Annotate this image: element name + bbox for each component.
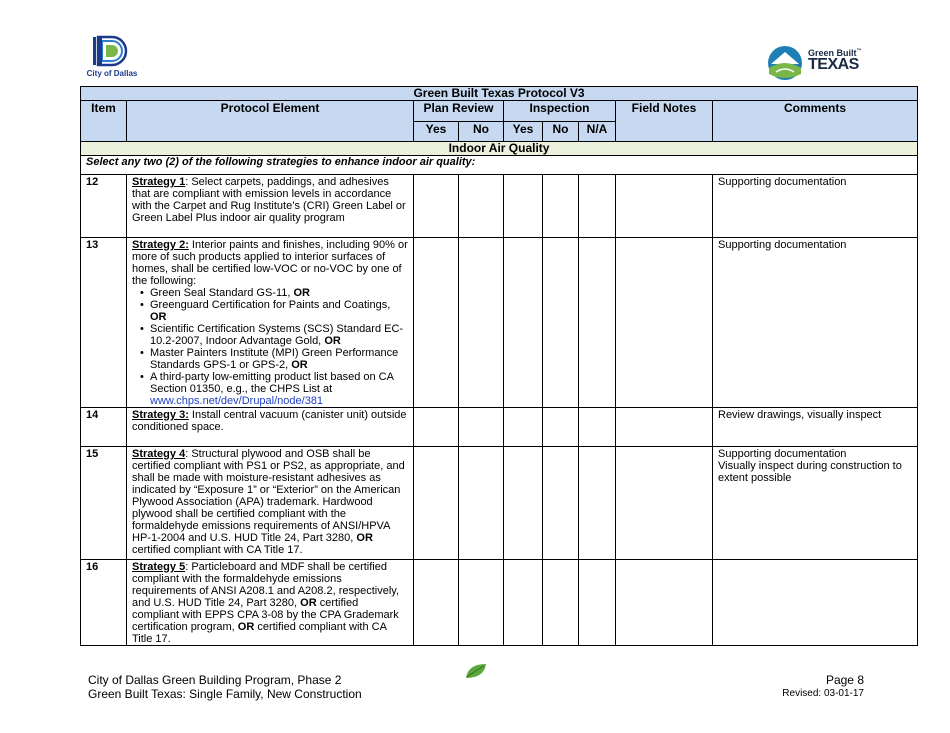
table-row — [81, 408, 918, 447]
item-number: 13 — [81, 238, 127, 408]
chps-link[interactable]: www.chps.net/dev/Drupal/node/381 — [150, 395, 324, 407]
strategy-text: : Structural plywood and OSB shall be certified compliant with PS1 or PS2, as appropriate, and shall be made with moisture-resistant adhesives as indicated by “Exposure 1” or “Exterior” on the American Plywood Association (APA) trademark. Hardwood plywood shall be certified compliant with the formaldehyde emissions requirements of ANSI/HPVA HP-1-2004 and U.S. HUD Title 24, Part 3280, — [132, 448, 405, 544]
bullet-list — [132, 287, 408, 407]
insp-no-cell[interactable] — [543, 560, 579, 646]
footer-program-line: City of Dallas Green Building Program, Phase 2 — [88, 673, 342, 687]
insp-no-cell[interactable] — [543, 447, 579, 560]
protocol-element — [127, 175, 414, 238]
field-notes-cell[interactable] — [616, 560, 713, 646]
col-plan-review-header: Plan Review — [414, 101, 504, 122]
plan-yes-cell[interactable] — [414, 408, 459, 447]
col-insp-yes-header: Yes — [504, 122, 543, 142]
protocol-element — [127, 408, 414, 447]
table-row — [81, 560, 918, 646]
list-item: • Green Seal Standard GS-11, OR — [150, 287, 408, 299]
col-inspection-header: Inspection — [504, 101, 616, 122]
revised-date: Revised: 03-01-17 — [782, 688, 864, 699]
plan-yes-cell[interactable] — [414, 560, 459, 646]
comments-cell: Supporting documentation Visually inspect during construction to extent possible — [713, 447, 918, 560]
page-number: Page 8 — [825, 673, 864, 687]
comments-cell: Supporting documentation — [713, 175, 918, 238]
plan-yes-cell[interactable] — [414, 238, 459, 408]
plan-no-cell[interactable] — [459, 447, 504, 560]
insp-yes-cell[interactable] — [504, 238, 543, 408]
insp-yes-cell[interactable] — [504, 560, 543, 646]
strategy-label: Strategy 1 — [132, 176, 186, 188]
list-item: • Greenguard Certification for Paints and Coatings, OR — [150, 299, 408, 323]
strategy-label: Strategy 5 — [132, 561, 186, 573]
item-number: 14 — [81, 408, 127, 447]
protocol-element — [127, 238, 414, 408]
strategy-text: : Select carpets, paddings, and adhesives that are compliant with emission levels in accordance with the Carpet and Rug Institute’s (CRI) Green Label or Green Label Plus indoor air quality program — [132, 176, 406, 224]
comments-cell: Review drawings, visually inspect — [713, 408, 918, 447]
strategy-text: Interior paints and finishes, including 90% or more of such products applied to interior surfaces of homes, shall be certified low-VOC or no-VOC by one of the following: — [132, 239, 408, 287]
field-notes-cell[interactable] — [616, 408, 713, 447]
col-comments-header: Comments — [713, 101, 918, 142]
insp-yes-cell[interactable] — [504, 175, 543, 238]
insp-na-cell[interactable] — [579, 175, 616, 238]
item-number: 15 — [81, 447, 127, 560]
table-row — [81, 238, 918, 408]
table-row — [81, 447, 918, 560]
gbt-small-text: Green Built™ — [808, 48, 862, 58]
instruction-row: Select any two (2) of the following strategies to enhance indoor air quality: — [81, 156, 918, 175]
insp-yes-cell[interactable] — [504, 447, 543, 560]
insp-na-cell[interactable] — [579, 560, 616, 646]
insp-na-cell[interactable] — [579, 408, 616, 447]
item-number: 16 — [81, 560, 127, 646]
protocol-table — [80, 86, 918, 646]
strategy-label: Strategy 2: — [132, 239, 189, 251]
protocol-element: Strategy 5: Particleboard and MDF shall be certified compliant with the formaldehyde emissions requirements of ANSI A208.1 and A208.2, respectively, and U.S. HUD Title 24, Part 3280, OR certified compliant with EPPS CPA 3-08 by the CPA Grademark certification program, OR certified compliant with CA Title 17. — [127, 560, 414, 646]
footer-subtitle-line: Green Built Texas: Single Family, New Construction — [88, 687, 362, 701]
plan-no-cell[interactable] — [459, 560, 504, 646]
table-title: Green Built Texas Protocol V3 — [81, 87, 918, 101]
col-insp-na-header: N/A — [579, 122, 616, 142]
col-element-header: Protocol Element — [127, 101, 414, 142]
list-item: • A third-party low-emitting product list based on CA Section 01350, e.g., the CHPS List at www.chps.net/dev/Drupal/node/381 — [150, 371, 408, 407]
strategy-text: Install central vacuum (canister unit) outside conditioned space. — [132, 409, 407, 433]
gbt-big-text: TEXAS — [808, 56, 859, 73]
strategy-label: Strategy 3: — [132, 409, 189, 421]
strategy-text: : Particleboard and MDF shall be certified compliant with the formaldehyde emissions requirements of ANSI A208.1 and A208.2, respectively, and U.S. HUD Title 24, Part 3280, — [132, 561, 400, 609]
col-item-header: Item — [81, 101, 127, 142]
col-plan-yes-header: Yes — [414, 122, 459, 142]
comments-cell — [713, 560, 918, 646]
field-notes-cell[interactable] — [616, 175, 713, 238]
insp-no-cell[interactable] — [543, 175, 579, 238]
footer-right — [782, 673, 864, 701]
insp-no-cell[interactable] — [543, 408, 579, 447]
plan-no-cell[interactable] — [459, 238, 504, 408]
section-heading: Indoor Air Quality — [81, 142, 918, 156]
col-insp-no-header: No — [543, 122, 579, 142]
insp-yes-cell[interactable] — [504, 408, 543, 447]
plan-no-cell[interactable] — [459, 408, 504, 447]
gbt-house-icon — [766, 44, 804, 82]
plan-yes-cell[interactable] — [414, 447, 459, 560]
col-field-notes-header: Field Notes — [616, 101, 713, 142]
table-row — [81, 175, 918, 238]
dallas-d-icon — [84, 34, 140, 68]
comments-cell: Supporting documentation — [713, 238, 918, 408]
dallas-logo-label: City of Dallas — [86, 69, 138, 78]
field-notes-cell[interactable] — [616, 238, 713, 408]
plan-no-cell[interactable] — [459, 175, 504, 238]
green-built-texas-logo — [766, 44, 876, 82]
insp-no-cell[interactable] — [543, 238, 579, 408]
leaf-icon — [464, 662, 488, 680]
city-of-dallas-logo — [84, 34, 140, 80]
list-item: • Scientific Certification Systems (SCS) Standard EC-10.2-2007, Indoor Advantage Gold, OR — [150, 323, 408, 347]
insp-na-cell[interactable] — [579, 238, 616, 408]
col-plan-no-header: No — [459, 122, 504, 142]
protocol-element: Strategy 4: Structural plywood and OSB shall be certified compliant with PS1 or PS2, as appropriate, and shall be made with moisture-resistant adhesives as indicated by “Exposure 1” or “Exterior” on the American Plywood Association (APA) trademark. Hardwood plywood shall be certified compliant with the formaldehyde emissions requirements of ANSI/HPVA HP-1-2004 and U.S. HUD Title 24, Part 3280, OR certified compliant with CA Title 17. — [127, 447, 414, 560]
plan-yes-cell[interactable] — [414, 175, 459, 238]
footer-left — [88, 673, 362, 701]
item-number: 12 — [81, 175, 127, 238]
insp-na-cell[interactable] — [579, 447, 616, 560]
field-notes-cell[interactable] — [616, 447, 713, 560]
list-item: • Master Painters Institute (MPI) Green Performance Standards GPS-1 or GPS-2, OR — [150, 347, 408, 371]
strategy-label: Strategy 4 — [132, 448, 186, 460]
